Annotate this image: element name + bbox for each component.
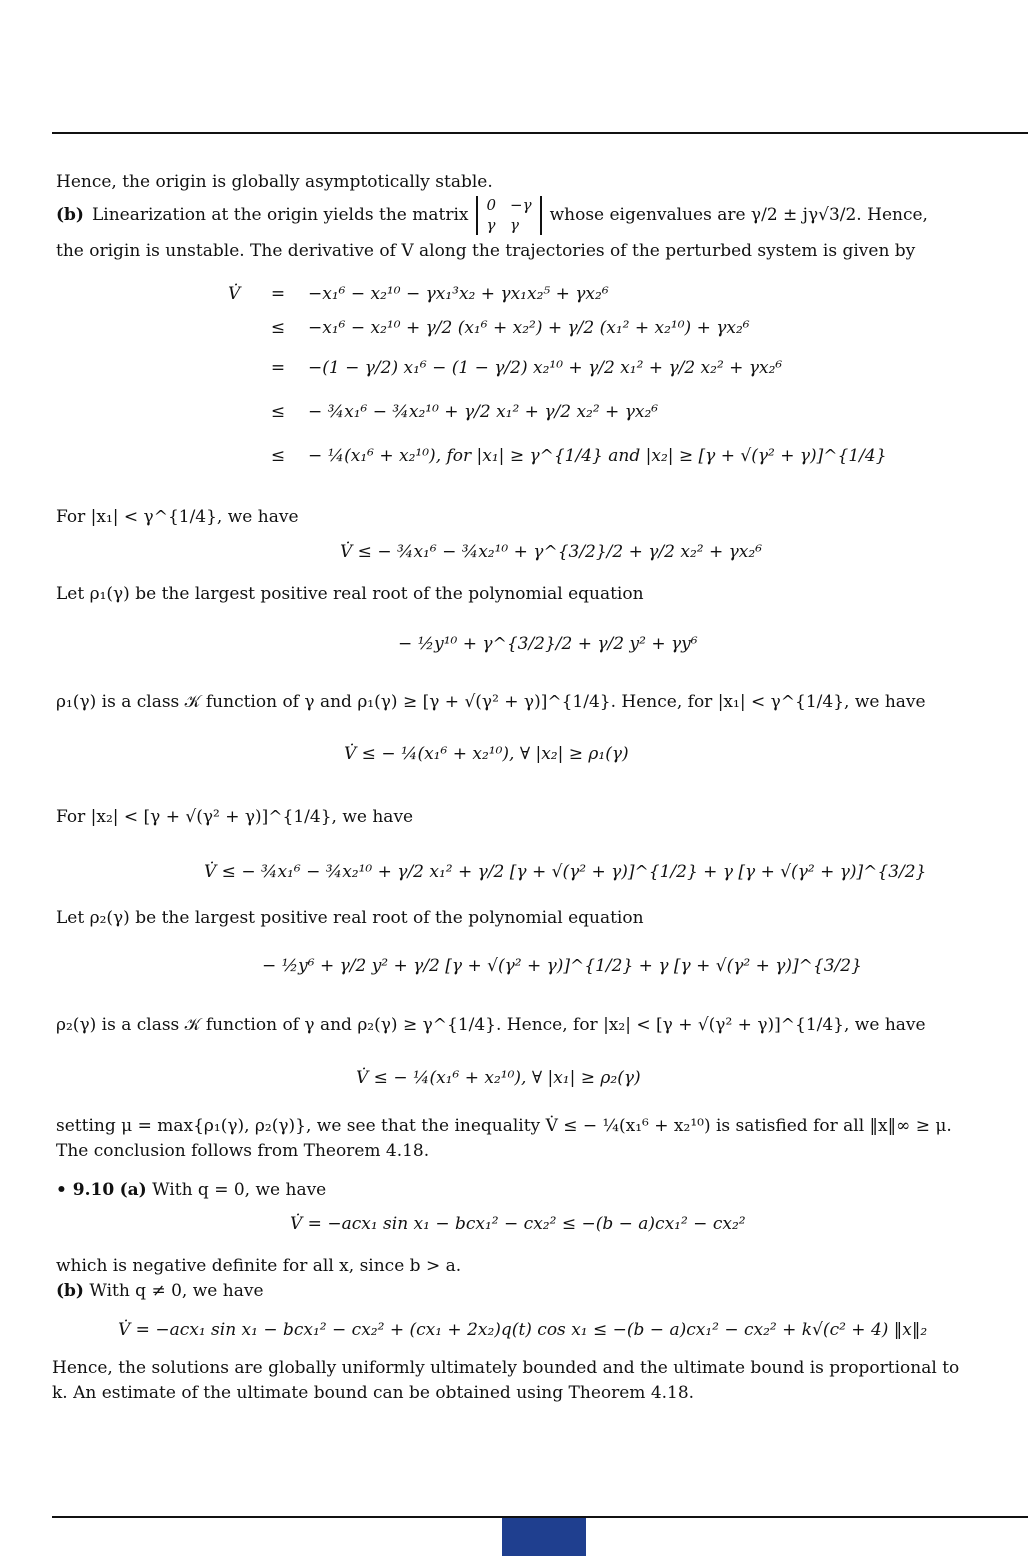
paragraph: [56, 170, 996, 195]
equation: −(1 − γ/2) x₁⁶ − (1 − γ/2) x₂¹⁰ + γ/2 x₁² + γ/2 x₂² + γx₂⁶: [308, 358, 783, 378]
equation: − ½y¹⁰ + γ^{3/2}/2 + γ/2 y² + γy⁶: [398, 634, 698, 654]
part-label-b: (b): [56, 205, 84, 226]
derivation: [228, 282, 887, 488]
paragraph: [56, 1254, 996, 1303]
equation: − ½y⁶ + γ/2 y² + γ/2 [γ + √(γ² + γ)]^{1/2} + γ [γ + √(γ² + γ)]^{3/2}: [262, 956, 862, 976]
paragraph: [56, 1013, 996, 1038]
text-line: Let ρ₁(γ) be the largest positive real root of the polynomial equation: [56, 584, 644, 604]
text-line: ρ₂(γ) is a class 𝒦 function of γ and ρ₂(γ) ≥ γ^{1/4}. Hence, for |x₂| < [γ + √(γ² + γ)]^{1/4}, we have: [56, 1015, 926, 1035]
matrix: [476, 196, 541, 235]
relation: ≤: [270, 402, 286, 422]
text-line: whose eigenvalues are γ/2 ± jγ√3/2. Hence,: [549, 205, 928, 226]
paragraph: [56, 805, 996, 830]
text-line: With q = 0, we have: [152, 1180, 327, 1200]
part-label-a: (a): [119, 1180, 147, 1200]
part-label-b2: (b): [56, 1280, 84, 1301]
text-line: k. An estimate of the ultimate bound can be obtained using Theorem 4.18.: [52, 1382, 695, 1403]
paragraph-b: [56, 196, 996, 264]
equation: V̇ ≤ − ¾x₁⁶ − ¾x₂¹⁰ + γ^{3/2}/2 + γ/2 x₂² + γx₂⁶: [340, 542, 763, 562]
text-line: The conclusion follows from Theorem 4.18.: [56, 1140, 430, 1161]
section-label: • 9.10: [56, 1180, 115, 1200]
equation: −x₁⁶ − x₂¹⁰ − γx₁³x₂ + γx₁x₂⁵ + γx₂⁶: [308, 284, 609, 304]
equation: V̇ = −acx₁ sin x₁ − bcx₁² − cx₂² + (cx₁ + 2x₂)q(t) cos x₁ ≤ −(b − a)cx₁² − cx₂² + k√(c² + 4) ‖x‖₂: [118, 1320, 928, 1340]
text-line: Hence, the solutions are globally uniformly ultimately bounded and the ultimate bound is proportional to: [52, 1358, 960, 1378]
matrix-cell: γ: [510, 215, 519, 234]
paragraph: [52, 1356, 997, 1405]
paragraph: [56, 1114, 996, 1163]
paragraph: [56, 505, 996, 530]
equation: V̇ = −acx₁ sin x₁ − bcx₁² − cx₂² ≤ −(b − a)cx₁² − cx₂²: [290, 1214, 746, 1234]
text-line: Let ρ₂(γ) be the largest positive real root of the polynomial equation: [56, 908, 644, 928]
text-line: Linearization at the origin yields the matrix: [91, 205, 469, 226]
equation: V̇ ≤ − ¼(x₁⁶ + x₂¹⁰), ∀ |x₂| ≥ ρ₁(γ): [344, 744, 629, 764]
paragraph: [56, 690, 996, 715]
text-line: which is negative definite for all x, since b > a.: [56, 1256, 462, 1276]
page-number-box: [502, 1518, 586, 1556]
text-line: With q ≠ 0, we have: [89, 1280, 264, 1301]
relation: ≤: [270, 318, 286, 338]
text-line: Hence, for |x₁| < γ^{1/4}, we have: [621, 692, 926, 712]
relation: =: [270, 284, 286, 304]
equation: −x₁⁶ − x₂¹⁰ + γ/2 (x₁⁶ + x₂²) + γ/2 (x₁² + x₂¹⁰) + γx₂⁶: [308, 318, 750, 338]
text-line: For |x₂| < [γ + √(γ² + γ)]^{1/4}, we have: [56, 807, 414, 827]
text-line: setting μ = max{ρ₁(γ), ρ₂(γ)}, we see that the inequality V̇ ≤ − ¼(x₁⁶ + x₂¹⁰) is satisfied for all ‖x‖∞ ≥ μ.: [56, 1116, 952, 1136]
v-dot: V̇: [228, 284, 241, 304]
text-line: For |x₁| < γ^{1/4}, we have: [56, 507, 299, 527]
paragraph: [56, 582, 996, 607]
equation: V̇ ≤ − ¼(x₁⁶ + x₂¹⁰), ∀ |x₁| ≥ ρ₂(γ): [356, 1068, 641, 1088]
section-9-10: [56, 1178, 996, 1203]
text-line: the origin is unstable. The derivative of V along the trajectories of the perturbed system is given by: [56, 241, 916, 261]
matrix-cell: −γ: [510, 196, 532, 214]
matrix-cell: γ: [486, 215, 496, 234]
paragraph: [56, 906, 996, 931]
matrix-cell: 0: [486, 196, 497, 214]
text-line: ρ₁(γ) is a class 𝒦 function of γ and ρ₁(γ) ≥ [γ + √(γ² + γ)]^{1/4}.: [56, 692, 617, 712]
equation: − ¼(x₁⁶ + x₂¹⁰), for |x₁| ≥ γ^{1/4} and |x₂| ≥ [γ + √(γ² + γ)]^{1/4}: [308, 446, 887, 466]
equation: V̇ ≤ − ¾x₁⁶ − ¾x₂¹⁰ + γ/2 x₁² + γ/2 [γ + √(γ² + γ)]^{1/2} + γ [γ + √(γ² + γ)]^{3/2}: [204, 862, 927, 882]
equation: − ¾x₁⁶ − ¾x₂¹⁰ + γ/2 x₁² + γ/2 x₂² + γx₂⁶: [308, 402, 659, 422]
relation: =: [270, 358, 286, 378]
relation: ≤: [270, 446, 286, 466]
text-line: Hence, the origin is globally asymptotically stable.: [56, 172, 493, 192]
header-rule: [52, 132, 1028, 134]
